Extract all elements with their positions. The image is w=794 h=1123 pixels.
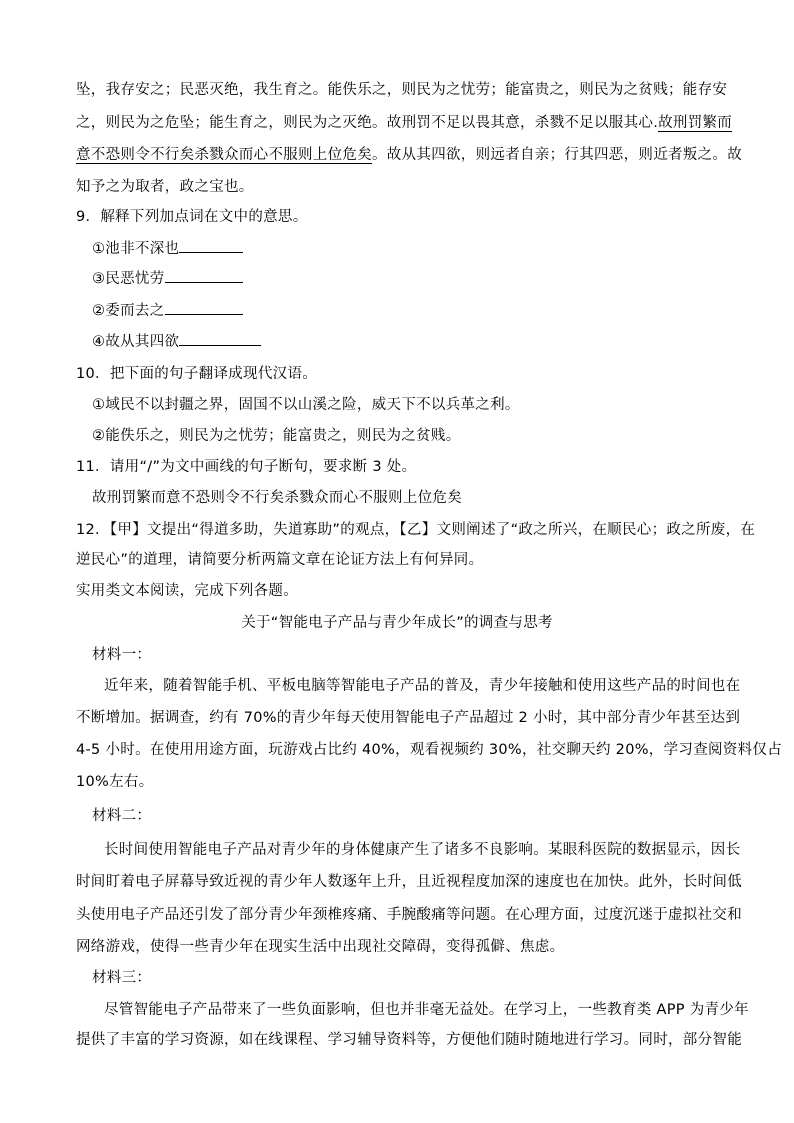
underlined-sentence-part-2: 意不恐则令不行矣杀戮众而心不服则上位危矣 bbox=[76, 147, 372, 163]
passage-line-3-text: 。故从其四欲，则远者自亲；行其四恶，则近者叛之。故 bbox=[372, 147, 742, 163]
question-11-sentence: 故刑罚繁而意不恐则令不行矣杀戮众而心不服则上位危矣 bbox=[92, 490, 462, 506]
material-1-line-2: 不断增加。据调查，约有 70%的青少年每天使用智能电子产品超过 2 小时，其中部分青少年甚至达到 bbox=[76, 710, 741, 726]
article-title: 关于“智能电子产品与青少年成长”的调查与思考 bbox=[241, 615, 553, 631]
question-9-item-3 bbox=[92, 268, 772, 289]
question-9: 9．解释下列加点词在文中的意思。 bbox=[76, 209, 308, 225]
q9-item-3-text: ③民恶忧劳 bbox=[92, 271, 165, 287]
question-12-line-2: 逆民心”的道理，请简要分析两篇文章在论证方法上有何异同。 bbox=[76, 552, 484, 568]
underlined-sentence-part-1: 故刑罚繁而 bbox=[658, 115, 733, 131]
material-3-line-1: 尽管智能电子产品带来了一些负面影响，但也并非毫无益处。在学习上，一些教育类 APP 为青少年 bbox=[104, 1002, 749, 1018]
answer-blank[interactable] bbox=[165, 300, 243, 315]
passage-line-3 bbox=[76, 145, 756, 165]
material-2-label: 材料二： bbox=[92, 808, 152, 824]
question-10-item-2: ②能佚乐之，则民为之忧劳；能富贵之，则民为之贫贱。 bbox=[92, 428, 461, 444]
q9-item-4-text: ④故从其四欲 bbox=[92, 334, 180, 350]
material-3-line-2: 提供了丰富的学习资源，如在线课程、学习辅导资料等，方便他们随时随地进行学习。同时，部分智能 bbox=[76, 1032, 742, 1048]
passage-line-1: 坠，我存安之；民恶灭绝，我生育之。能佚乐之，则民为之忧劳；能富贵之，则民为之贫贱；能存安 bbox=[76, 82, 728, 98]
question-12-line-1: 12．【甲】文提出“得道多助，失道寡助”的观点，【乙】文则阐述了“政之所兴，在顺民心；政之所废，在 bbox=[76, 522, 756, 538]
section-intro: 实用类文本阅读，完成下列各题。 bbox=[76, 583, 298, 599]
passage-line-2-text: 之，则民为之危坠；能生育之，则民为之灭绝。故刑罚不足以畏其意，杀戮不足以服其心. bbox=[76, 115, 659, 131]
material-2-line-1: 长时间使用智能电子产品对青少年的身体健康产生了诸多不良影响。某眼科医院的数据显示，因长 bbox=[104, 842, 741, 858]
question-10-item-1: ①域民不以封疆之界，固国不以山溪之险，威天下不以兵革之利。 bbox=[92, 397, 520, 413]
material-1-line-4: 10%左右。 bbox=[76, 774, 154, 790]
material-1-label: 材料一： bbox=[92, 647, 152, 663]
question-9-item-4 bbox=[92, 331, 772, 352]
question-9-item-2 bbox=[92, 300, 772, 321]
passage-line-4: 知予之为取者，政之宝也。 bbox=[76, 179, 254, 195]
material-2-line-3: 头使用电子产品还引发了部分青少年颈椎疼痛、手腕酸痛等问题。在心理方面，过度沉迷于虚拟社交和 bbox=[76, 907, 742, 923]
material-1-line-1: 近年来，随着智能手机、平板电脑等智能电子产品的普及，青少年接触和使用这些产品的时间也在 bbox=[104, 678, 741, 694]
question-9-item-1 bbox=[92, 238, 772, 259]
material-2-line-2: 时间盯着电子屏幕导致近视的青少年人数逐年上升，且近视程度加深的速度也在加快。此外，长时间低 bbox=[76, 874, 742, 890]
material-2-line-4: 网络游戏，使得一些青少年在现实生活中出现社交障碍，变得孤僻、焦虑。 bbox=[76, 939, 565, 955]
answer-blank[interactable] bbox=[165, 268, 243, 283]
material-3-label: 材料三： bbox=[92, 970, 152, 986]
question-10: 10．把下面的句子翻译成现代汉语。 bbox=[76, 366, 318, 382]
answer-blank[interactable] bbox=[179, 238, 243, 253]
answer-blank[interactable] bbox=[179, 331, 261, 346]
question-11: 11．请用“/”为文中画线的句子断句，要求断 3 处。 bbox=[76, 459, 417, 475]
q9-item-2-text: ②委而去之 bbox=[92, 303, 165, 319]
q9-item-1-text: ①池非不深也 bbox=[92, 241, 180, 257]
material-1-line-3: 4-5 小时。在使用用途方面，玩游戏占比约 40%，观看视频约 30%，社交聊天约 20%，学习查阅资料仅占 bbox=[76, 742, 783, 758]
passage-line-2 bbox=[76, 113, 756, 133]
